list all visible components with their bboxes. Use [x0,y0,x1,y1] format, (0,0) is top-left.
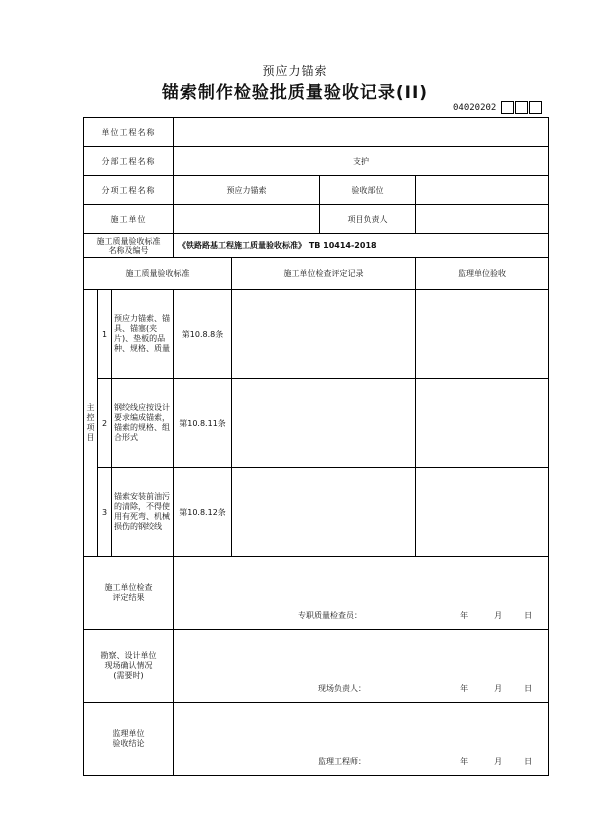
row-unit-project [84,118,549,147]
section-label-line: 现场确认情况 [104,661,153,670]
section-label-line: 验收结论 [112,739,145,748]
row-division [84,147,549,176]
col-header-check-record: 施工单位检查评定记录 [232,258,416,290]
acceptance-part-label: 验收部位 [320,176,416,205]
main-item-row [84,290,549,379]
section-label [84,557,174,630]
unit-project-label: 单位工程名称 [84,118,174,147]
form-title: 锚索制作检验批质量验收记录(II) [161,83,429,103]
date-year-label: 年 [460,683,469,693]
section-supervision-conclusion [84,703,549,776]
row-construction-unit [84,205,549,234]
main-items-group-text: 主控项目 [86,403,95,442]
section-label-line: 监理单位 [112,729,145,738]
construction-unit-value[interactable] [174,205,320,234]
standard-label-line-2: 名称及编号 [108,245,149,255]
section-label-line: 施工单位检查 [104,583,153,592]
item-text: 钢绞线应按设计要求编成锚索，锚索的规格、组合形式 [112,379,174,468]
unit-project-value[interactable] [174,118,549,147]
section-content[interactable] [174,630,549,703]
row-standard [84,234,549,258]
signer-label: 监理工程师： [318,756,367,766]
item-check-record[interactable] [232,290,416,379]
subdivision-label: 分项工程名称 [84,176,174,205]
division-label: 分部工程名称 [84,147,174,176]
main-items-group-label [84,290,98,557]
item-text: 锚索安装前油污的清除，不得使用有死弯、机械损伤的钢绞线 [112,468,174,557]
code-box-2[interactable] [515,101,528,114]
code-box-1[interactable] [501,101,514,114]
col-header-supervision: 监理单位验收 [416,258,549,290]
main-item-row [84,468,549,557]
item-supervision[interactable] [416,468,549,557]
date-month-label: 月 [494,683,503,693]
acceptance-form-table [83,117,549,776]
main-item-row [84,379,549,468]
item-number: 3 [98,468,112,557]
section-construction-result [84,557,549,630]
construction-unit-label: 施工单位 [84,205,174,234]
signer-label: 现场负责人： [318,683,367,693]
project-manager-label: 项目负责人 [320,205,416,234]
row-subdivision [84,176,549,205]
project-manager-value[interactable] [416,205,549,234]
code-box-3[interactable] [529,101,542,114]
date-day-label: 日 [524,756,533,766]
section-label-line: 评定结果 [112,593,145,602]
col-header-standard: 施工质量验收标准 [84,258,232,290]
item-number: 2 [98,379,112,468]
item-text: 预应力锚索、锚具、锚塞(夹片)、垫板的品种、规格、质量 [112,290,174,379]
date-year-label: 年 [460,610,469,620]
standard-name-value: 《铁路路基工程施工质量验收标准》 TB 10414-2018 [174,234,549,258]
subdivision-value[interactable]: 预应力锚索 [174,176,320,205]
item-clause: 第10.8.11条 [174,379,232,468]
division-value[interactable]: 支护 [174,147,549,176]
form-subtitle: 预应力锚索 [262,64,328,78]
date-day-label: 日 [524,683,533,693]
section-content[interactable] [174,703,549,776]
section-label-line: (需要时) [113,671,144,680]
item-check-record[interactable] [232,379,416,468]
row-column-headers [84,258,549,290]
item-number: 1 [98,290,112,379]
standard-label-line-1: 施工质量验收标准 [96,236,161,246]
section-survey-confirm [84,630,549,703]
item-supervision[interactable] [416,290,549,379]
date-month-label: 月 [494,610,503,620]
form-code-text: 04020202 [453,102,497,113]
date-month-label: 月 [494,756,503,766]
section-label [84,630,174,703]
section-content[interactable] [174,557,549,630]
date-day-label: 日 [524,610,533,620]
item-check-record[interactable] [232,468,416,557]
acceptance-part-value[interactable] [416,176,549,205]
signer-label: 专职质量检查员： [298,610,363,620]
section-label-line: 勘察、设计单位 [100,651,157,660]
section-label [84,703,174,776]
item-clause: 第10.8.12条 [174,468,232,557]
date-year-label: 年 [460,756,469,766]
standard-name-label [84,234,174,258]
form-code [453,100,542,115]
item-supervision[interactable] [416,379,549,468]
item-clause: 第10.8.8条 [174,290,232,379]
